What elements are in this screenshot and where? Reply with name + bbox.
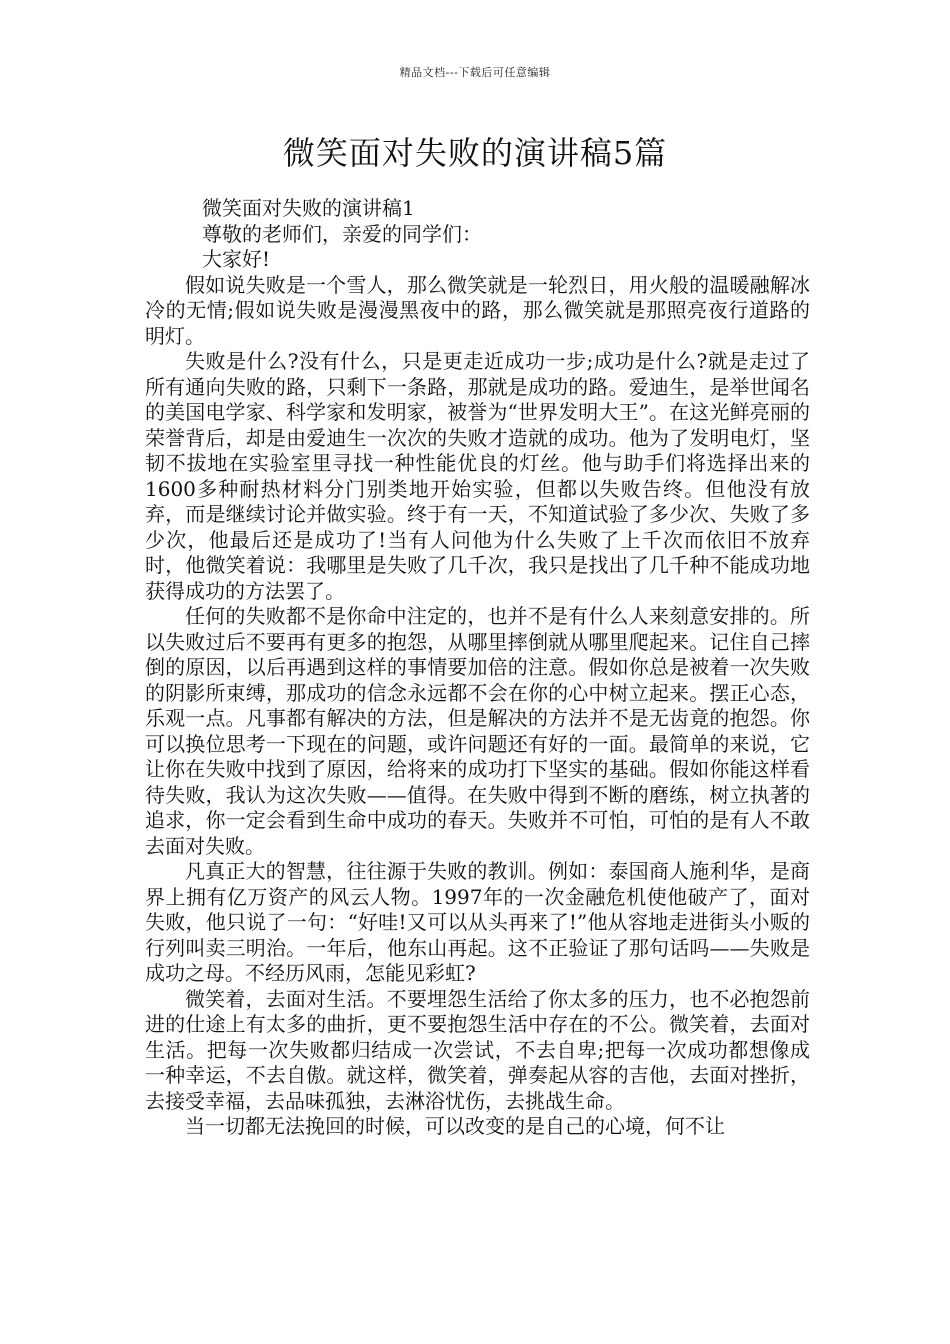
paragraph: 任何的失败都不是你命中注定的，也并不是有什么人来刻意安排的。所以失败过后不要再有更多的抱怨，从哪里摔倒就从哪里爬起来。记住自己摔倒的原因，以后再遇到这样的事情要加倍的注意。假如你总是被着一次失败的阴影所束缚，那成功的信念永远都不会在你的心中树立起来。摆正心态，乐观一点。凡事都有解决的方法，但是解决的方法并不是无齿竟的抱怨。你可以换位思考一下现在的问题，或许问题还有好的一面。最简单的来说，它让你在失败中找到了原因，给将来的成功打下坚实的基础。假如你能这样看待失败，我认为这次失败——值得。在失败中得到不断的磨练，树立执著的追求，你一定会看到生命中成功的春天。失败并不可怕，可怕的是有人不敢去面对失败。 xyxy=(145,604,810,858)
paragraph: 微笑着，去面对生活。不要埋怨生活给了你太多的压力，也不必抱怨前进的仕途上有太多的曲折，更不要抱怨生活中存在的不公。微笑着，去面对生活。把每一次失败都归结成一次尝试，不去自卑;把每一次成功都想像成一种幸运，不去自傲。就这样，微笑着，弹奏起从容的吉他，去面对挫折，去接受幸福，去品味孤独，去淋浴忧伤，去挑战生命。 xyxy=(145,986,810,1113)
paragraph: 假如说失败是一个雪人，那么微笑就是一轮烈日，用火般的温暖融解冰冷的无情;假如说失败是漫漫黑夜中的路，那么微笑就是那照亮夜行道路的明灯。 xyxy=(145,272,810,348)
greeting: 大家好! xyxy=(202,247,271,271)
speech-subtitle: 微笑面对失败的演讲稿1 xyxy=(202,196,415,220)
salutation: 尊敬的老师们，亲爱的同学们： xyxy=(202,221,482,246)
paragraph: 失败是什么?没有什么，只是更走近成功一步;成功是什么?就是走过了所有通向失败的路，只剩下一条路，那就是成功的路。爱迪生，是举世闻名的美国电学家、科学家和发明家，被誉为“世界发明大王”。在这光鲜亮丽的荣誉背后，却是由爱迪生一次次的失败才造就的成功。他为了发明电灯，坚韧不拔地在实验室里寻找一种性能优良的灯丝。他与助手们将选择出来的1600多种耐热材料分门别类地开始实验，但都以失败告终。但他没有放弃，而是继续讨论并做实验。终于有一天，不知道试验了多少次、失败了多少次，他最后还是成功了!当有人问他为什么失败了上千次而依旧不放弃时，他微笑着说：我哪里是失败了几千次，我只是找出了几千种不能成功地获得成功的方法罢了。 xyxy=(145,349,810,603)
paragraph: 凡真正大的智慧，往往源于失败的教训。例如：泰国商人施利华，是商界上拥有亿万资产的风云人物。1997年的一次金融危机使他破产了，面对失败，他只说了一句：“好哇!又可以从头再来了!”他从容地走进街头小贩的行列叫卖三明治。一年后，他东山再起。这不正验证了那句话吗——失败是成功之母。不经历风雨，怎能见彩虹? xyxy=(145,859,810,985)
document-title: 微笑面对失败的演讲稿5篇 xyxy=(282,134,668,172)
paragraph: 当一切都无法挽回的时候，可以改变的是自己的心境，何不让 xyxy=(185,1114,725,1138)
header-note: 精品文档---下载后可任意编辑 xyxy=(399,66,551,79)
document-body xyxy=(145,196,810,1140)
